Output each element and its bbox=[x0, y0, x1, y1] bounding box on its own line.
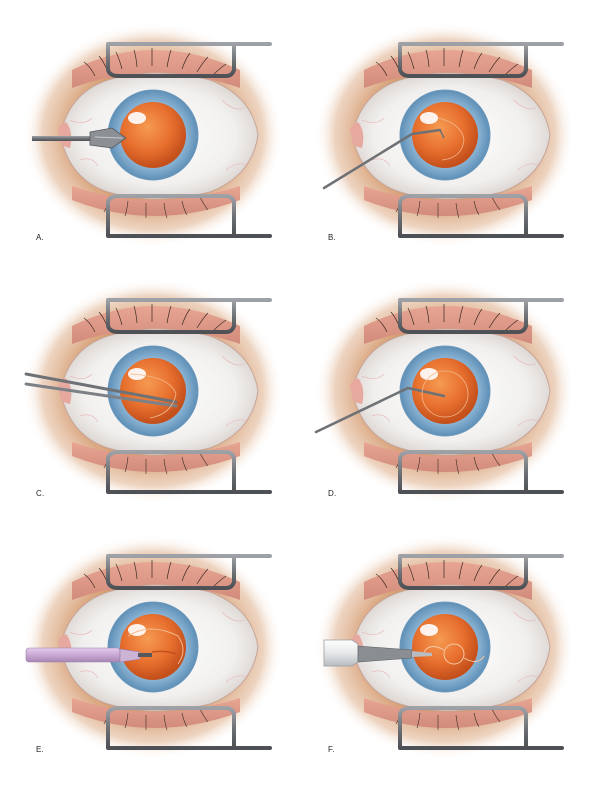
panel-label-a: A. bbox=[36, 233, 44, 242]
panel-d bbox=[292, 256, 598, 520]
panel-f bbox=[292, 512, 598, 776]
panel-label-e: E. bbox=[36, 745, 44, 754]
panel-c-illustration bbox=[0, 256, 306, 520]
panel-label-c: C. bbox=[36, 489, 45, 498]
panel-e bbox=[0, 512, 306, 776]
panel-f-illustration bbox=[292, 512, 598, 776]
panel-b bbox=[292, 0, 598, 264]
panel-d-illustration bbox=[292, 256, 598, 520]
panel-label-d: D. bbox=[328, 489, 337, 498]
panel-label-f: F. bbox=[328, 745, 335, 754]
panel-c bbox=[0, 256, 306, 520]
panel-a-illustration bbox=[0, 0, 306, 264]
panel-label-b: B. bbox=[328, 233, 336, 242]
panel-e-illustration bbox=[0, 512, 306, 776]
panel-b-illustration bbox=[292, 0, 598, 264]
panel-a bbox=[0, 0, 306, 264]
